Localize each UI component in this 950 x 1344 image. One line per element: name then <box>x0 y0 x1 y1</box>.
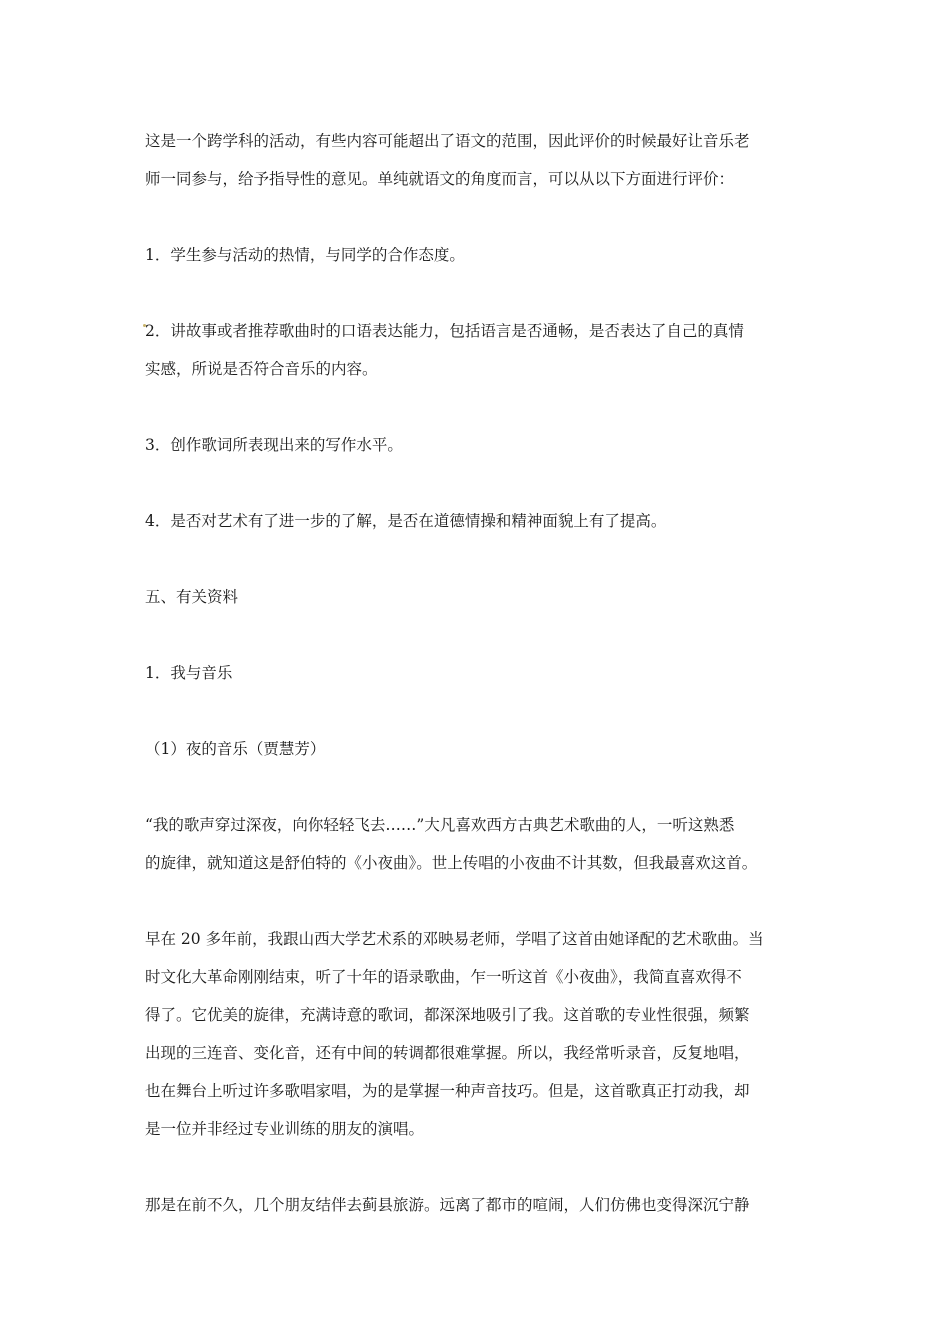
list-item-4 <box>145 502 810 540</box>
text-line: 时文化大革命刚刚结束，听了十年的语录歌曲，乍一听这首《小夜曲》，我简直喜欢得不 <box>145 968 742 986</box>
text-line: （1）夜的音乐（贾慧芳） <box>145 740 326 758</box>
article-paragraph-3 <box>145 1186 810 1224</box>
text-line: 也在舞台上听过许多歌唱家唱，为的是掌握一种声音技巧。但是，这首歌真正打动我，却 <box>145 1082 750 1100</box>
text-line: 这是一个跨学科的活动，有些内容可能超出了语文的范围，因此评价的时候最好让音乐老 <box>145 132 750 150</box>
article-title <box>145 730 810 768</box>
list-item-1 <box>145 236 810 274</box>
document-body <box>145 122 810 1262</box>
text-line: 2．讲故事或者推荐歌曲时的口语表达能力，包括语言是否通畅，是否表达了自己的真情 <box>145 322 744 340</box>
text-line: 是一位并非经过专业训练的朋友的演唱。 <box>145 1120 425 1138</box>
text-line: 1．学生参与活动的热情，与同学的合作态度。 <box>145 246 465 264</box>
text-line: 3．创作歌词所表现出来的写作水平。 <box>145 436 403 454</box>
list-item-2 <box>145 312 810 388</box>
section-heading <box>145 578 810 616</box>
text-line: 1．我与音乐 <box>145 664 233 682</box>
subsection-heading <box>145 654 810 692</box>
text-line: 五、有关资料 <box>145 588 239 606</box>
text-line: 出现的三连音、变化音，还有中间的转调都很难掌握。所以，我经常听录音，反复地唱， <box>145 1044 750 1062</box>
article-paragraph-2 <box>145 920 810 1148</box>
text-line: 那是在前不久，几个朋友结伴去蓟县旅游。远离了都市的喧闹，人们仿佛也变得深沉宁静 <box>145 1196 750 1214</box>
list-item-3 <box>145 426 810 464</box>
text-line: 4．是否对艺术有了进一步的了解，是否在道德情操和精神面貌上有了提高。 <box>145 512 667 530</box>
text-line: 的旋律，就知道这是舒伯特的《小夜曲》。世上传唱的小夜曲不计其数，但我最喜欢这首。 <box>145 854 758 872</box>
paragraph-intro <box>145 122 810 198</box>
text-line: “我的歌声穿过深夜，向你轻轻飞去……”大凡喜欢西方古典艺术歌曲的人，一听这熟悉 <box>145 816 735 834</box>
article-paragraph-1 <box>145 806 810 882</box>
text-line: 实感，所说是否符合音乐的内容。 <box>145 360 378 378</box>
text-line: 师一同参与，给予指导性的意见。单纯就语文的角度而言，可以从以下方面进行评价： <box>145 170 735 188</box>
text-line: 得了。它优美的旋律，充满诗意的歌词，都深深地吸引了我。这首歌的专业性很强，频繁 <box>145 1006 750 1024</box>
text-line: 早在 20 多年前，我跟山西大学艺术系的邓映易老师，学唱了这首由她译配的艺术歌曲。当 <box>145 930 764 948</box>
